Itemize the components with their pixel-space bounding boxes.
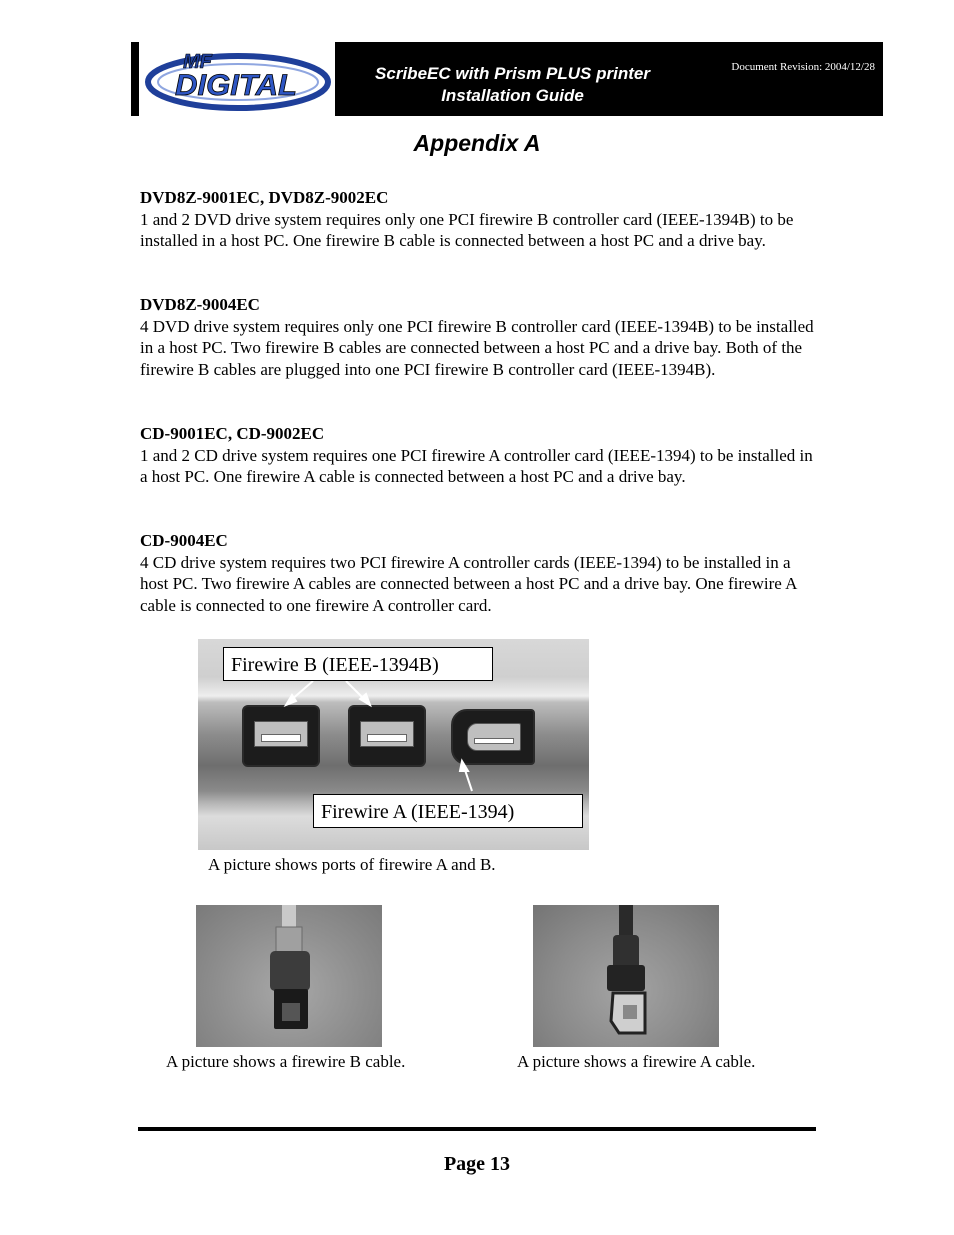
document-title: ScribeEC with Prism PLUS printer Installation Guide bbox=[375, 64, 650, 105]
footer-rule bbox=[138, 1127, 816, 1131]
section-heading: DVD8Z-9001EC, DVD8Z-9002EC bbox=[140, 188, 389, 207]
page-number: Page 13 bbox=[443, 1153, 511, 1175]
cable-a-caption: A picture shows a firewire A cable. bbox=[517, 1052, 756, 1071]
section-heading: CD-9001EC, CD-9002EC bbox=[140, 424, 325, 443]
document-revision: Document Revision: 2004/12/28 bbox=[731, 61, 875, 73]
firewire-b-label: Firewire B (IEEE-1394B) bbox=[223, 647, 493, 681]
section-dvd-1-2 bbox=[140, 187, 820, 252]
section-cd-1-2 bbox=[140, 423, 820, 488]
svg-text:MF: MF bbox=[183, 51, 212, 73]
section-body: 1 and 2 CD drive system requires one PCI firewire A controller card (IEEE-1394) to be installed in a host PC. One firewire A cable is connected between a host PC and a drive bay. bbox=[140, 445, 813, 486]
section-body: 1 and 2 DVD drive system requires only one PCI firewire B controller card (IEEE-1394B) to be installed in a host PC. One firewire B cable is connected between a host PC and a drive bay. bbox=[140, 209, 794, 250]
section-cd-4 bbox=[140, 530, 820, 616]
firewire-a-label: Firewire A (IEEE-1394) bbox=[313, 794, 583, 828]
section-body: 4 DVD drive system requires only one PCI firewire B controller card (IEEE-1394B) to be installed in a host PC. Two firewire B cables are connected between a host PC and a drive bay. Both of the firewire B cables are plugged into one PCI firewire B controller card (IEEE-1394B). bbox=[140, 316, 814, 379]
section-body: 4 CD drive system requires two PCI firewire A controller cards (IEEE-1394) to be installed in a host PC. Two firewire A cables are connected between a host PC and a drive bay. One firewire A cable is connected to one firewire A controller card. bbox=[140, 552, 797, 615]
section-heading: CD-9004EC bbox=[140, 531, 228, 550]
firewire-a-cable-photo bbox=[533, 905, 719, 1047]
section-dvd-4 bbox=[140, 294, 820, 380]
svg-text:DIGITAL: DIGITAL bbox=[175, 69, 297, 102]
mf-digital-logo bbox=[141, 42, 335, 116]
header-left-bar bbox=[131, 42, 139, 116]
ports-caption: A picture shows ports of firewire A and B. bbox=[208, 855, 496, 874]
header-title-box bbox=[335, 42, 883, 116]
firewire-b-cable-photo bbox=[196, 905, 382, 1047]
appendix-heading: Appendix A bbox=[413, 130, 541, 156]
section-heading: DVD8Z-9004EC bbox=[140, 295, 260, 314]
cable-b-caption: A picture shows a firewire B cable. bbox=[166, 1052, 406, 1071]
